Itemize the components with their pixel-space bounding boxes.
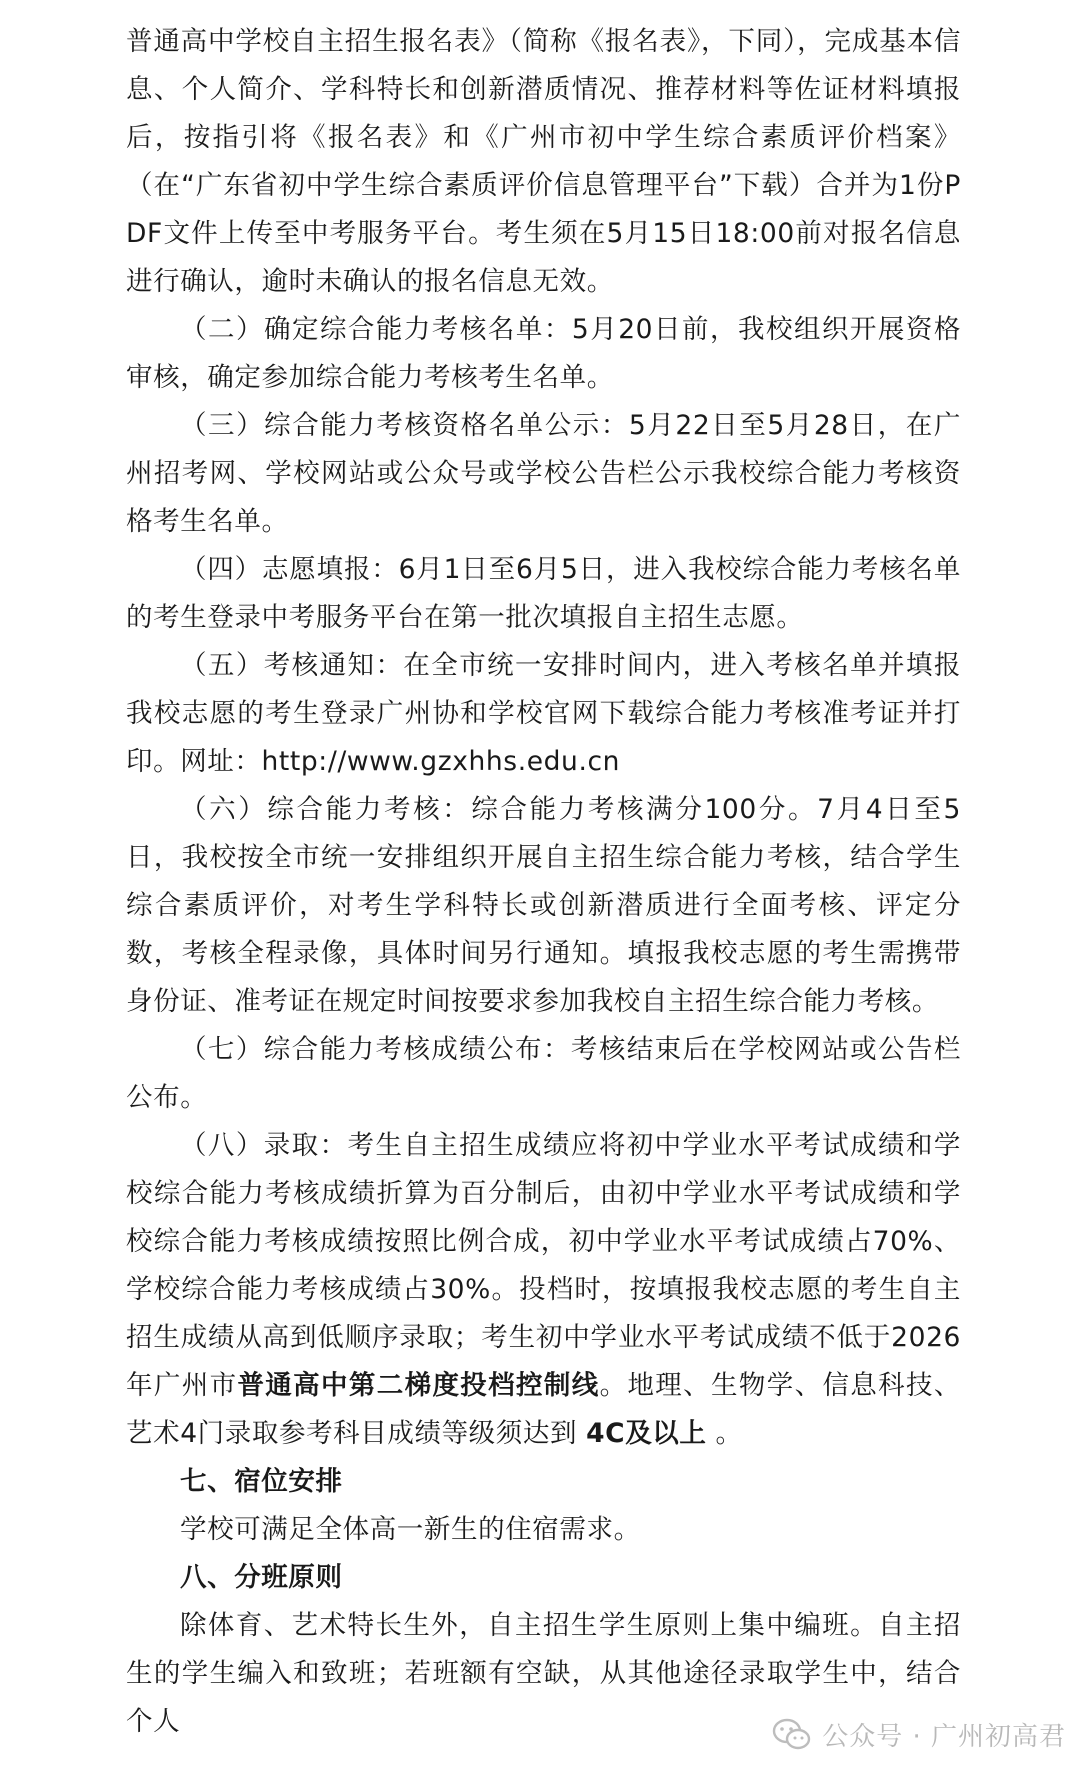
bold-grade-requirement: 4C及以上 (586, 1418, 707, 1449)
text-line: （八）录取：考生自主招生成绩应将初中学业水平考试成绩和学校 (126, 1130, 961, 1209)
text-line: 核，确定参加综合能力考核考生名单。 (153, 362, 614, 393)
paragraph-accommodation (126, 1506, 961, 1554)
text-line: 除体育、艺术特长生外，自主招生学生原则上集中编班。自主招生 (126, 1610, 961, 1689)
text-line: 质评价，对考生学科特长或创新潜质进行全面考核、评定分数，考核全 (126, 890, 961, 969)
paragraph-item-8 (126, 1122, 961, 1458)
text-line: 普通高中学校自主招生报名表》（简称《报名表》，下同），完成基本 (126, 26, 934, 57)
text-line: 的学生编入和致班；若班额有空缺，从其他途径录取学生中，结合个人 (126, 1658, 961, 1737)
text-line: 我校按全市统一安排组织开展自主招生综合能力考核，结合学生综合素 (126, 842, 961, 921)
paragraph-item-2 (126, 306, 961, 402)
text-line: 综合能力考核成绩折算为百分制后，由初中学业水平考试成绩和学校综 (126, 1178, 961, 1257)
bold-control-line: 普通高中第二梯度投档控制线 (237, 1370, 600, 1401)
text-line: 确认，逾时未确认的报名信息无效。 (180, 266, 614, 297)
text-line: 程录像，具体时间另行通知。填报我校志愿的考生需携带身份证、准考 (126, 938, 962, 1017)
text-line: 取参考科目成绩等级须达到 (251, 1418, 587, 1449)
watermark (772, 1716, 1066, 1753)
paragraph-item-3 (126, 402, 961, 546)
text-line: 布。 (153, 1082, 208, 1113)
text-line: “广东省初中学生综合素质评价信息管理平台”下载）合并为1份PDF (126, 170, 961, 249)
text-line: 从高到低顺序录取；考生初中学业水平考试成绩不低于2026年广州市 (126, 1322, 961, 1401)
text-line: 后，按指引将《报名表》和《广州市初中学生综合素质评价档案》（在 (126, 122, 961, 201)
text-line: 证在规定时间按要求参加我校自主招生综合能力考核。 (288, 986, 940, 1017)
document-body (126, 18, 961, 1746)
text-line: （四）志愿填报：6月1日至6月5日，进入我校综合能力考核名单 (180, 554, 961, 585)
text-line: 生名单。 (180, 506, 289, 537)
watermark-text: 公众号 · 广州初高君 (822, 1722, 1066, 1752)
text-line: 校志愿的考生登录广州协和学校官网下载综合能力考核准考证并打印。 (126, 698, 961, 777)
text-line: （三）综合能力考核资格名单公示：5月22日至5月28日，在广州 (126, 410, 961, 489)
text-line: （七）综合能力考核成绩公布：考核结束后在学校网站或公告栏公 (126, 1034, 961, 1113)
heading-class-placement: 八、分班原则 (180, 1562, 343, 1593)
text-line: 。地理、生物学、信息科技、艺术4门录 (126, 1370, 961, 1449)
text-line: 合能力考核成绩占30%。投档时，按填报我校志愿的考生自主招生成绩 (126, 1274, 961, 1353)
text-line: （二）确定综合能力考核名单：5月20日前，我校组织开展资格审 (126, 314, 961, 393)
paragraph-item-5 (126, 642, 961, 786)
paragraph-item-4 (126, 546, 961, 642)
text-line: 招考网、学校网站或公众号或学校公告栏公示我校综合能力考核资格考 (126, 458, 961, 537)
heading-accommodation: 七、宿位安排 (180, 1466, 343, 1497)
text-line: 学校可满足全体高一新生的住宿需求。 (180, 1514, 641, 1545)
url-text: 网址：http://www.gzxhhs.edu.cn (180, 746, 621, 777)
text-line: 文件上传至中考服务平台。考生须在5月15日18:00前对报名信息进行 (126, 218, 961, 297)
wechat-icon (772, 1718, 812, 1752)
paragraph-item-7 (126, 1026, 961, 1122)
text-line: 合能力考核成绩按照比例合成，初中学业水平考试成绩占70%、学校综 (126, 1226, 961, 1305)
paragraph-item-6 (126, 786, 961, 1026)
text-line: 的考生登录中考服务平台在第一批次填报自主招生志愿。 (126, 602, 804, 633)
text-line: 信息、个人简介、学科特长和创新潜质情况、推荐材料等佐证材料填报 (126, 26, 961, 105)
text-line: （六）综合能力考核：综合能力考核满分100分。7月4日至5日， (126, 794, 961, 873)
text-line: （五）考核通知：在全市统一安排时间内，进入考核名单并填报我 (126, 650, 961, 729)
paragraph-registration-form (126, 18, 961, 306)
text-line: 。 (706, 1418, 743, 1449)
